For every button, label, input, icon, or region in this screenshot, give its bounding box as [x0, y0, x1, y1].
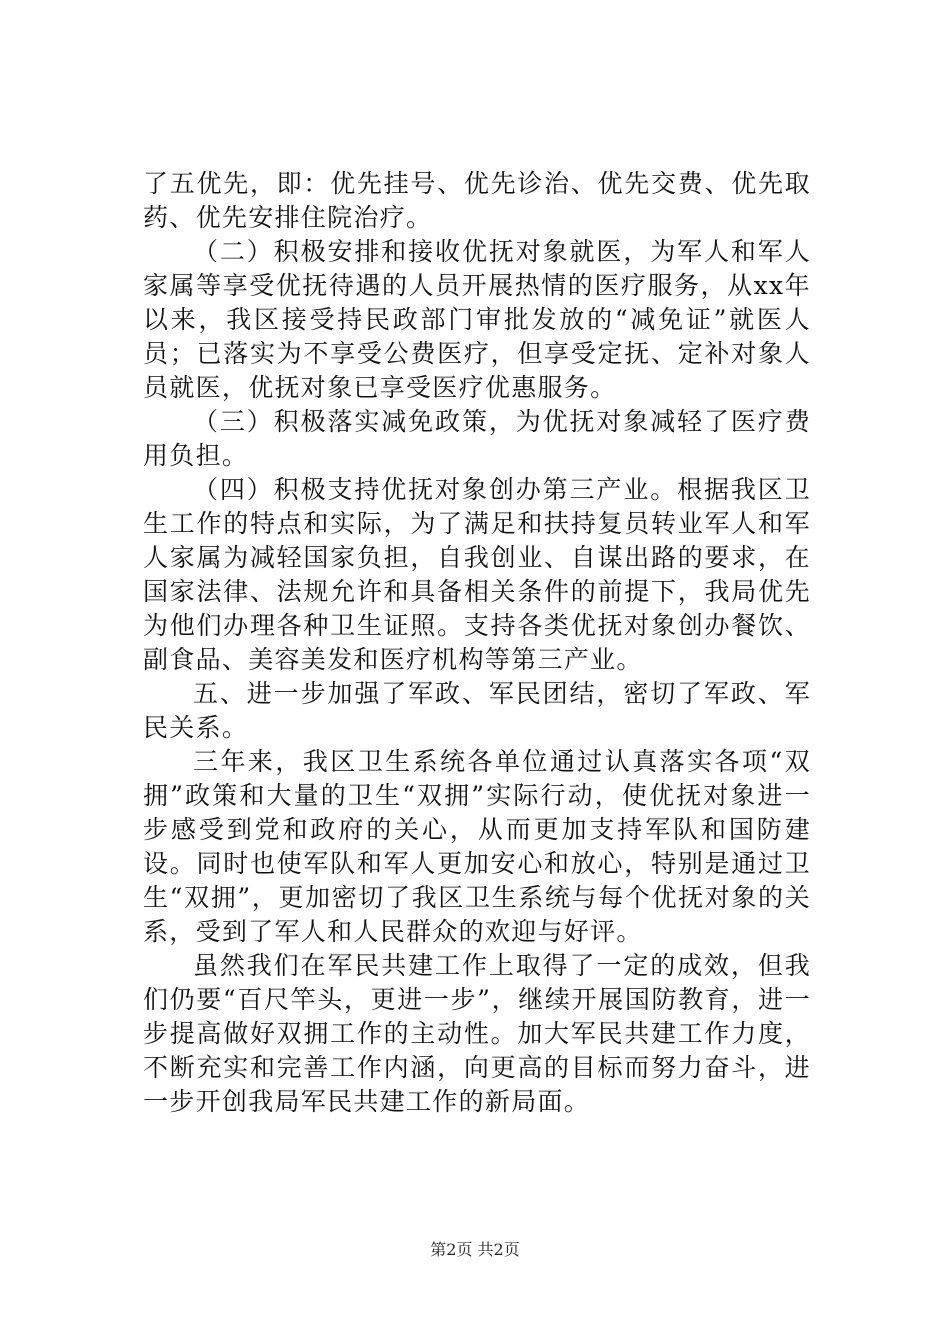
page-footer: 第2页 共2页: [430, 1240, 520, 1259]
paragraph-5: 五、进一步加强了军政、军民团结，密切了军政、军民关系。: [143, 679, 811, 742]
paragraph-4: （四）积极支持优抚对象创办第三产业。根据我区卫生工作的特点和实际，为了满足和扶持复员转业军人和军人家属为减轻国家负担，自我创业、自谋出路的要求，在国家法律、法规允许和具备相关条件的前提下，我局优先为他们办理各种卫生证照。支持各类优抚对象创办餐饮、副食品、美容美发和医疗机构等第三产业。: [143, 475, 811, 674]
paragraph-1: 了五优先，即：优先挂号、优先诊治、优先交费、优先取药、优先安排住院治疗。: [143, 169, 811, 232]
paragraph-2: （二）积极安排和接收优抚对象就医，为军人和军人家属等享受优抚待遇的人员开展热情的医疗服务，从xx年以来，我区接受持民政部门审批发放的“减免证”就医人员；已落实为不享受公费医疗，但享受定抚、定补对象人员就医，优抚对象已享受医疗优惠服务。: [143, 237, 811, 402]
paragraph-7: 虽然我们在军民共建工作上取得了一定的成效，但我们仍要“百尺竿头，更进一步”，继续开展国防教育，进一步提高做好双拥工作的主动性。加大军民共建工作力度，不断充实和完善工作内涵，向更高的目标而努力奋斗，进一步开创我局军民共建工作的新局面。: [143, 951, 811, 1116]
paragraph-3: （三）积极落实减免政策，为优抚对象减轻了医疗费用负担。: [143, 407, 811, 470]
document-body: [143, 167, 811, 1119]
paragraph-6: 三年来，我区卫生系统各单位通过认真落实各项“双拥”政策和大量的卫生“双拥”实际行动，使优抚对象进一步感受到党和政府的关心，从而更加支持军队和国防建设。同时也使军队和军人更加安心和放心，特别是通过卫生“双拥”，更加密切了我区卫生系统与每个优抚对象的关系，受到了军人和人民群众的欢迎与好评。: [143, 747, 811, 946]
